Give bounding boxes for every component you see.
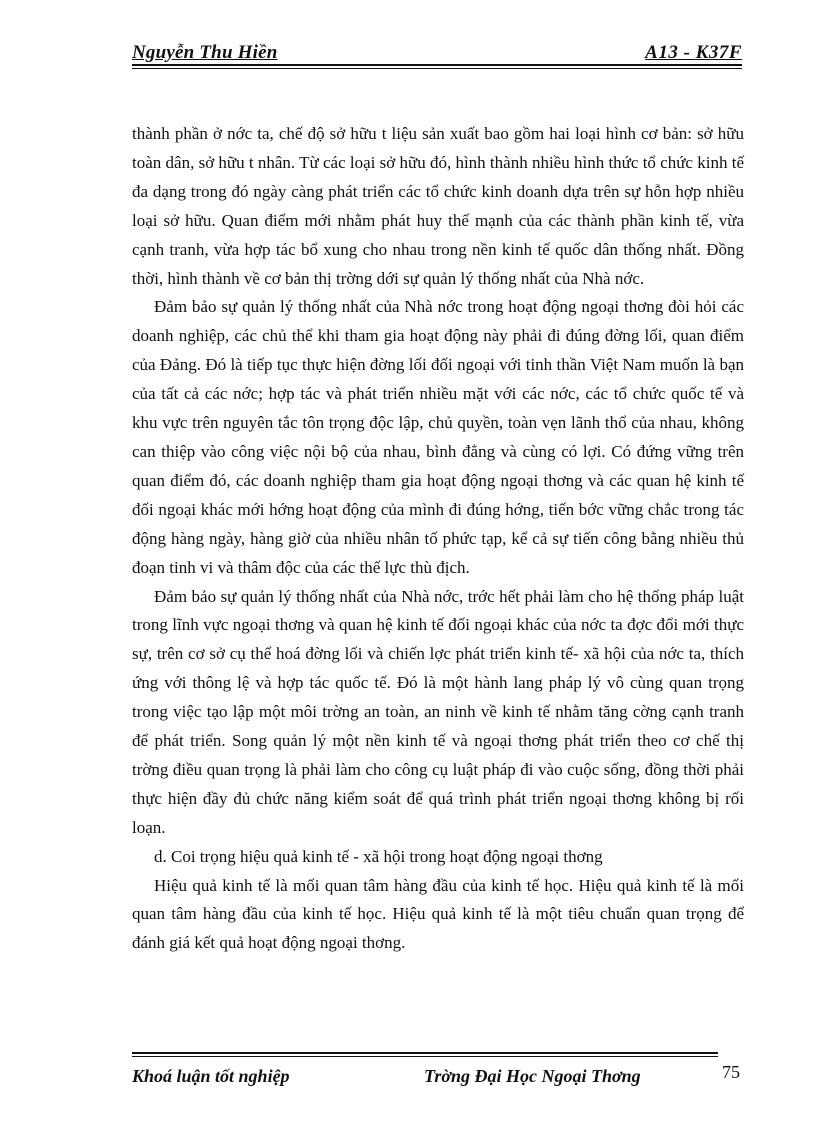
- paragraph-3: Đảm bảo sự quản lý thống nhất của Nhà nớc, trớc hết phải làm cho hệ thống pháp luật trong lĩnh vực ngoại thơng và quan hệ kinh tế đối ngoại khác của nớc ta đợc đổi mới thực sự, trên cơ sở cụ thể hoá đờng lối và chiến lợc phát triển kinh tế- xã hội của nớc ta, thích ứng với thông lệ và hợp tác quốc tế. Đó là một hành lang pháp lý vô cùng quan trọng trong việc tạo lập một môi trờng an toàn, an ninh về kinh tế nhằm tăng cờng cạnh tranh để phát triển. Song quản lý một nền kinh tế và ngoại thơng phát triển theo cơ chế thị trờng điều quan trọng là phải làm cho công cụ luật pháp đi vào cuộc sống, đồng thời phải thực hiện đầy đủ chức năng kiểm soát để quá trình phát triển ngoại thơng không bị rối loạn.: [132, 586, 744, 837]
- page-body: [132, 120, 744, 958]
- header-class: A13 - K37F: [645, 42, 742, 63]
- paragraph-1: thành phần ở nớc ta, chế độ sở hữu t liệu sản xuất bao gồm hai loại hình cơ bản: sở hữu toàn dân, sở hữu t nhân. Từ các loại sở hữu đó, hình thành nhiều hình thức tổ chức kinh tế đa dạng trong đó ngày càng phát triển các tổ chức kinh doanh dựa trên sự hỗn hợp nhiều loại sở hữu. Quan điểm mới nhằm phát huy thế mạnh của các thành phần kinh tế, vừa cạnh tranh, vừa hợp tác bổ xung cho nhau trong nền kinh tế quốc dân thống nhất. Đồng thời, hình thành về cơ bản thị trờng dới sự quản lý thống nhất của Nhà nớc.: [132, 124, 744, 288]
- header-author: Nguyễn Thu Hiền: [132, 42, 278, 63]
- paragraph-2: Đảm bảo sự quản lý thống nhất của Nhà nớc trong hoạt động ngoại thơng đòi hỏi các doanh nghiệp, các chủ thể khi tham gia hoạt động này phải đi đúng đờng lối, quan điểm của Đảng. Đó là tiếp tục thực hiện đờng lối đối ngoại với tinh thần Việt Nam muốn là bạn của tất cả các nớc; hợp tác và phát triển nhiều mặt với các nớc, các tổ chức quốc tế và khu vực trên nguyên tắc tôn trọng độc lập, chủ quyền, toàn vẹn lãnh thổ của nhau, không can thiệp vào công việc nội bộ của nhau, bình đẳng và cùng có lợi. Có đứng vững trên quan điểm đó, các doanh nghiệp tham gia hoạt động ngoại thơng và các quan hệ kinh tế đối ngoại khác mới hớng hoạt động của mình đi đúng hớng, tiến bớc vững chắc trong tác động hàng ngày, hàng giờ của nhiều nhân tố phức tạp, kể cả sự tiến công bằng nhiều thủ đoạn tinh vi và thâm độc của các thế lực thù địch.: [132, 297, 744, 577]
- header-rule: [132, 64, 742, 66]
- page-number: 75: [722, 1062, 740, 1082]
- header-rule-thin: [132, 68, 742, 69]
- paragraph-4: Hiệu quả kinh tế là mối quan tâm hàng đầu của kinh tế học. Hiệu quả kinh tế là mối quan tâm hàng đầu của kinh tế học. Hiệu quả kinh tế là một tiêu chuẩn quan trọng để đánh giá kết quả hoạt động ngoại thơng.: [132, 875, 744, 953]
- section-heading: d. Coi trọng hiệu quả kinh tế - xã hội trong hoạt động ngoại thơng: [154, 846, 603, 866]
- footer-university: Trờng Đại Học Ngoại Thơng: [424, 1066, 641, 1086]
- footer-rule-thin: [132, 1056, 718, 1057]
- page-header: [132, 42, 742, 66]
- footer-rule: [132, 1052, 718, 1054]
- footer-thesis-label: Khoá luận tốt nghiệp: [132, 1066, 290, 1086]
